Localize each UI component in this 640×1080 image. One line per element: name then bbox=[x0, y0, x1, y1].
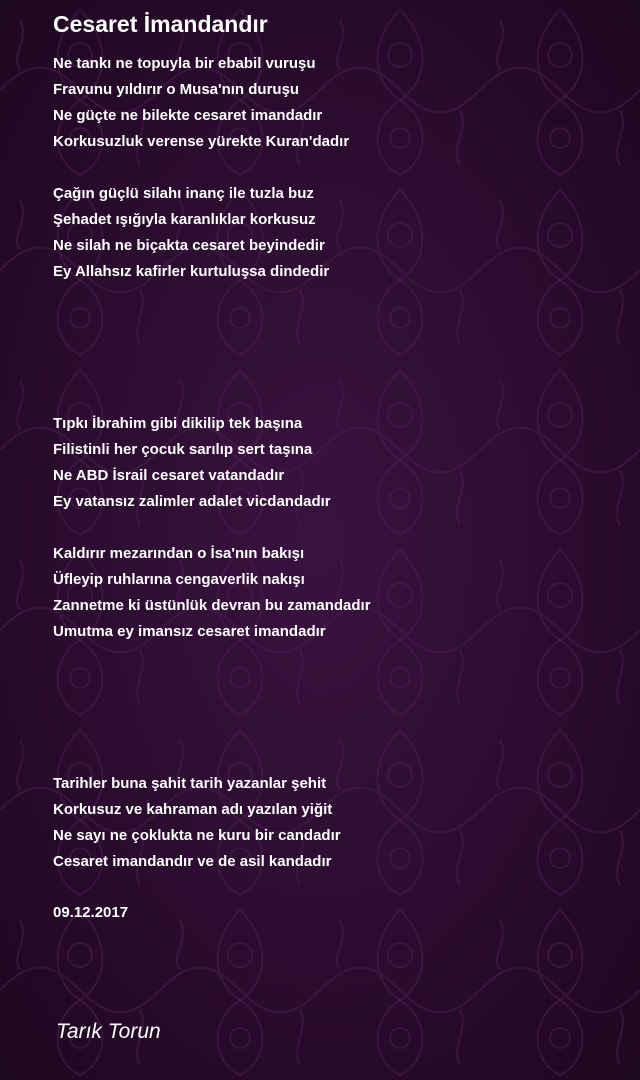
poem-line: Ey vatansız zalimler adalet vicdandadır bbox=[53, 493, 331, 510]
poem-line: Korkusuzluk verense yürekte Kuran'dadır bbox=[53, 133, 350, 150]
poem-line: Tarihler buna şahit tarih yazanlar şehit bbox=[53, 775, 327, 792]
poem-line: Ne silah ne biçakta cesaret beyindedir bbox=[53, 237, 325, 254]
poem-line: Ne ABD İsrail cesaret vatandadır bbox=[53, 467, 285, 484]
poem-line: Filistinli her çocuk sarılıp sert taşına bbox=[53, 441, 313, 458]
poem-line: Umutma ey imansız cesaret imandadır bbox=[53, 623, 326, 640]
poem-line: Ne tankı ne topuyla bir ebabil vuruşu bbox=[53, 55, 316, 72]
poem-line: Üfleyip ruhlarına cengaverlik nakışı bbox=[53, 571, 305, 588]
poem-line: Zannetme ki üstünlük devran bu zamandadır bbox=[53, 597, 371, 614]
poem-line: Şehadet ışığıyla karanlıklar korkusuz bbox=[53, 211, 316, 228]
poem-line: Tıpkı İbrahim gibi dikilip tek başına bbox=[53, 415, 303, 432]
poem-line: Cesaret imandandır ve de asil kandadır bbox=[53, 853, 332, 870]
poem-line: Ne güçte ne bilekte cesaret imandadır bbox=[53, 107, 323, 124]
poem-date: 09.12.2017 bbox=[53, 904, 129, 921]
poem-line: Ne sayı ne çoklukta ne kuru bir candadır bbox=[53, 827, 341, 844]
poem-author: Tarık Torun bbox=[56, 1020, 161, 1043]
poem-line: Korkusuz ve kahraman adı yazılan yiğit bbox=[53, 801, 333, 818]
poem-line: Ey Allahsız kafirler kurtuluşsa dindedir bbox=[53, 263, 330, 280]
poem-line: Kaldırır mezarından o İsa'nın bakışı bbox=[53, 545, 305, 562]
poem-title: Cesaret İmandandır bbox=[53, 11, 268, 37]
poem-line: Fravunu yıldırır o Musa'nın duruşu bbox=[53, 81, 300, 98]
poem-line: Çağın güçlü silahı inanç ile tuzla buz bbox=[53, 185, 314, 202]
